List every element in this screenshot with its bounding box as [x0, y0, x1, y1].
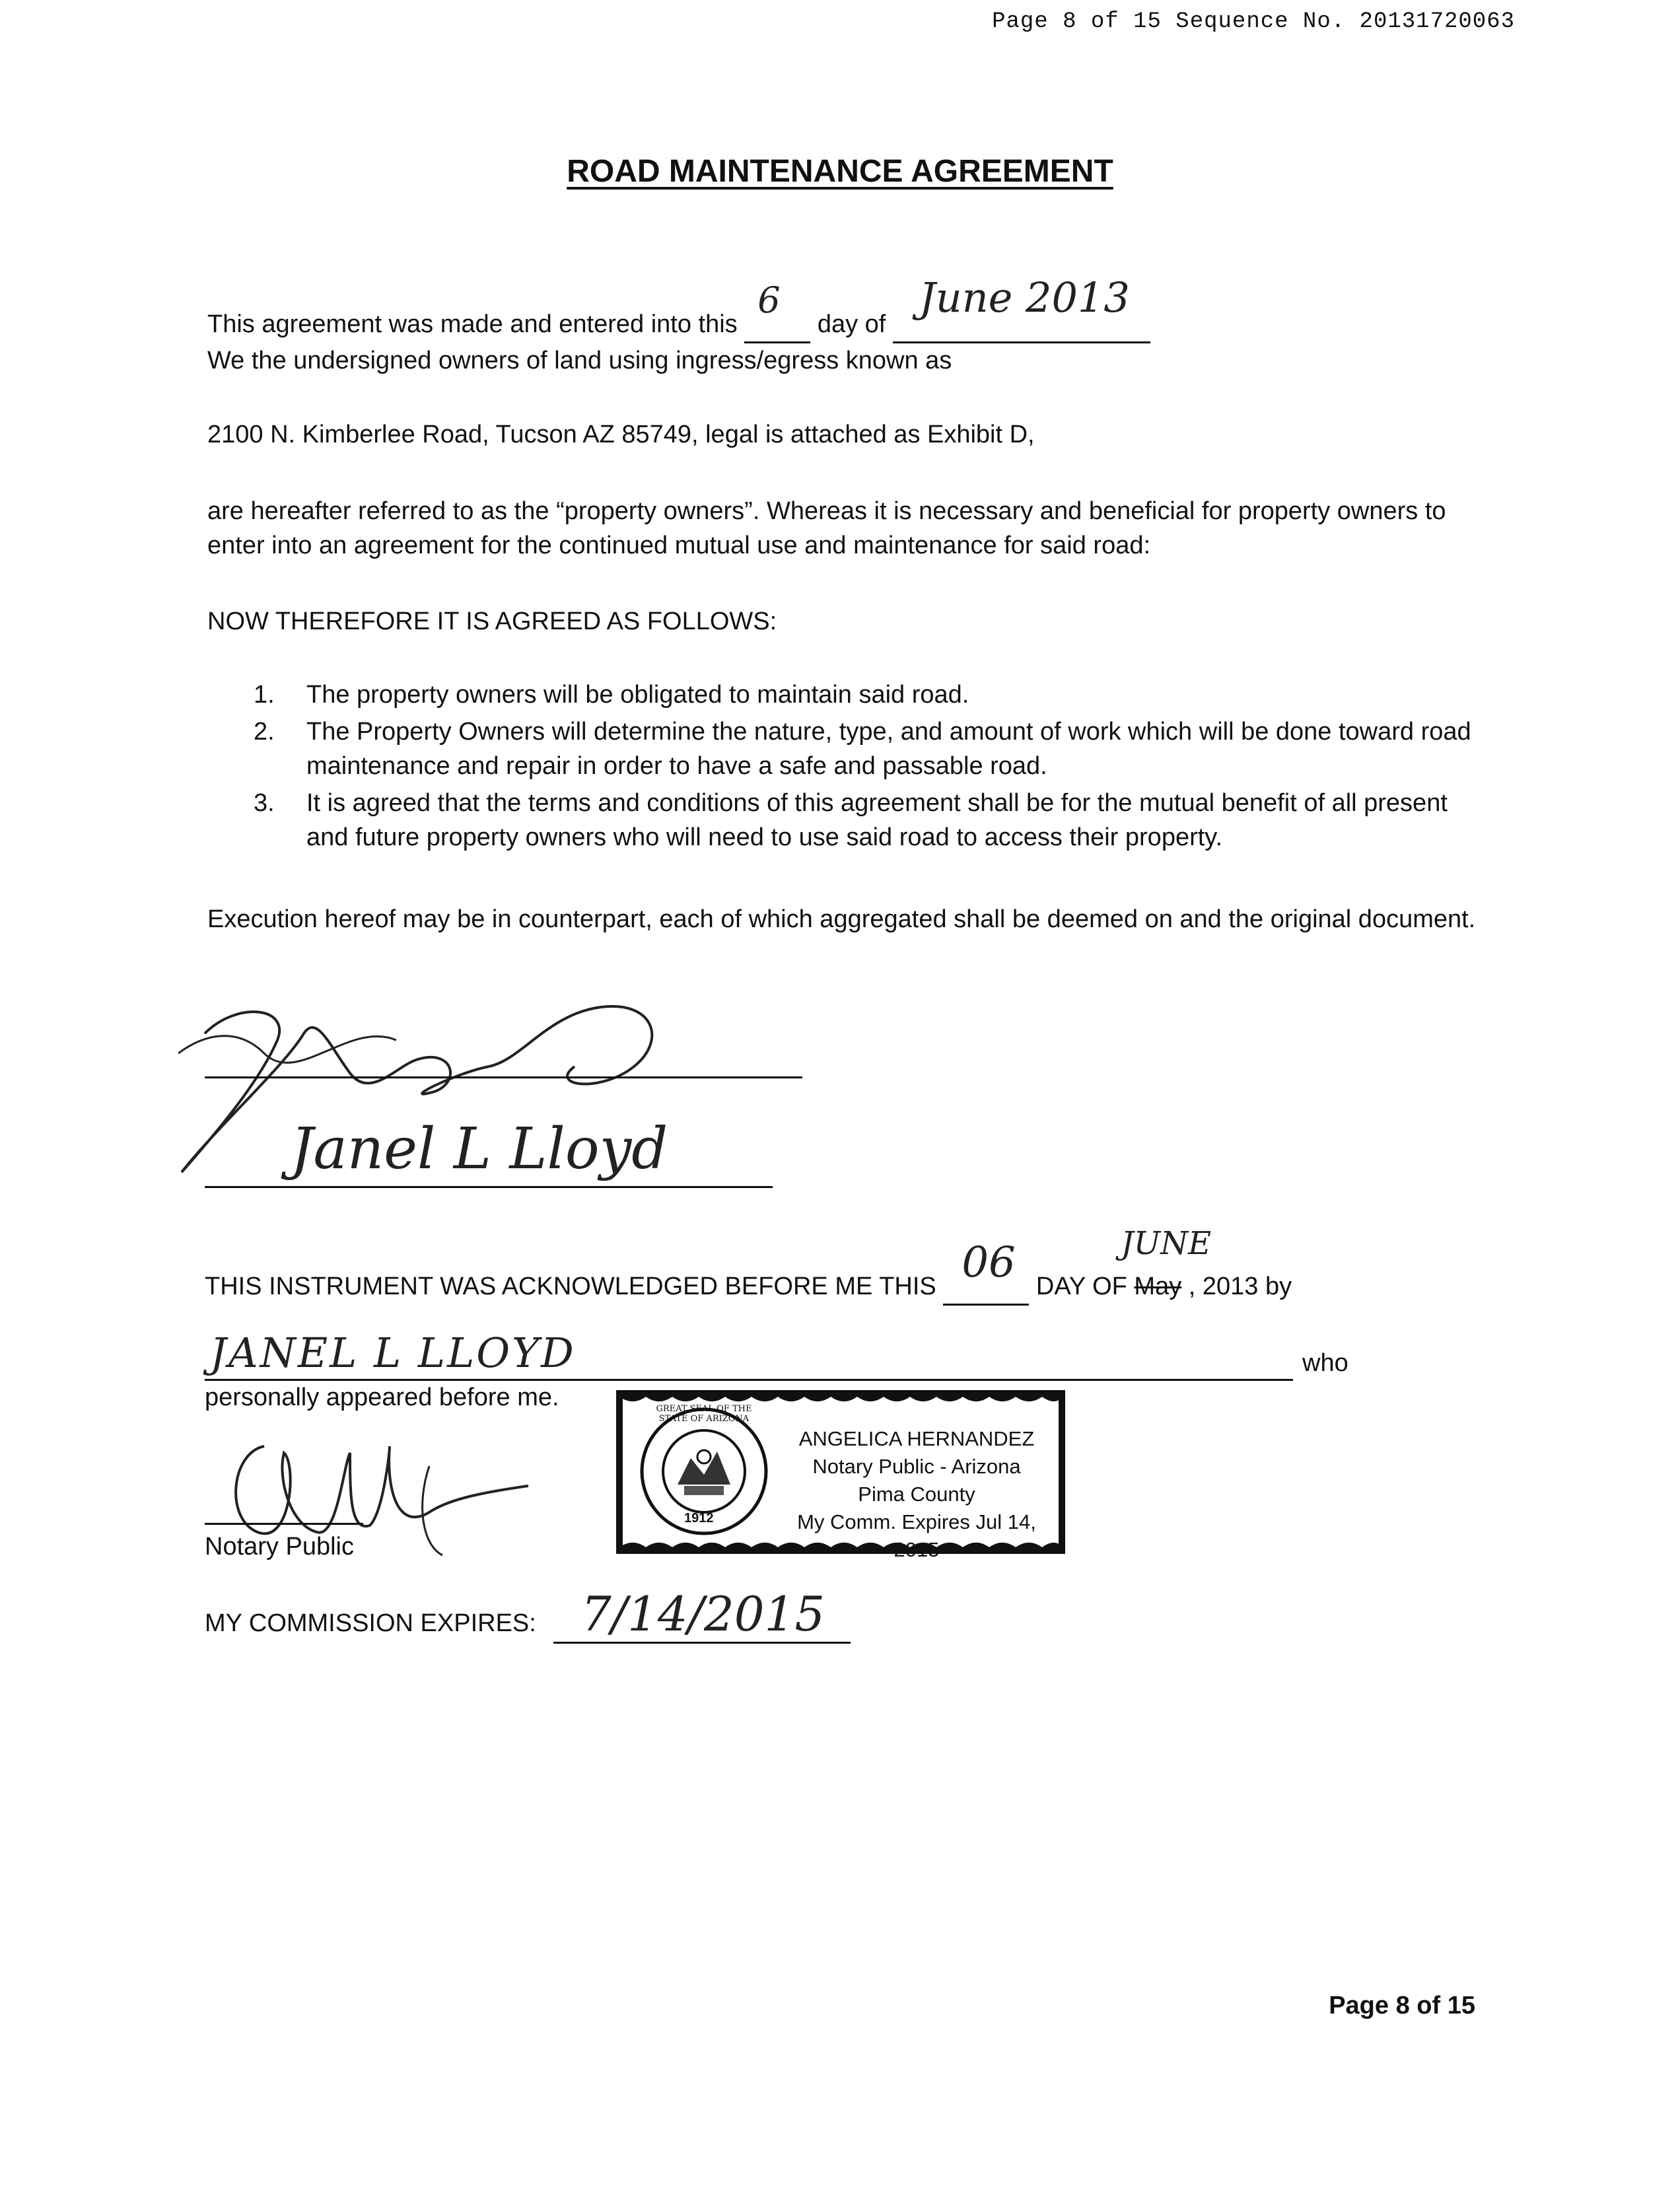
ack-month-handwritten: JUNE	[1121, 1225, 1212, 1262]
list-item: 2. The Property Owners will determine the nature, type, and amount of work which will be done toward road maintenance and repair in order to have a safe and passable road.	[254, 718, 1471, 780]
notary-title: Notary Public - Arizona	[812, 1455, 1021, 1478]
agreed-heading: NOW THEREFORE IT IS AGREED AS FOLLOWS:	[207, 608, 777, 635]
acknowledgment-line	[205, 1225, 1393, 1306]
ack-day-word: DAY OF	[1035, 1273, 1127, 1300]
commission-date-handwritten: 7/14/2015	[581, 1586, 825, 1642]
intro-paragraph: are hereafter referred to as the “property owners”. Whereas it is necessary and beneficial for property owners to enter into an agreement for the continued mutual use and maintenance for said road:	[207, 497, 1446, 559]
page-sequence-header: Page 8 of 15 Sequence No. 20131720063	[992, 9, 1515, 34]
intro-pre-text: This agreement was made and entered into this	[207, 310, 738, 338]
seal-text: GREAT SEAL OF THE STATE OF ARIZONA	[656, 1404, 752, 1424]
signature-line-2	[205, 1186, 773, 1188]
month-handwritten: June 2013	[919, 273, 1130, 322]
stamp-text-block	[778, 1425, 1055, 1564]
ack-pre-text: THIS INSTRUMENT WAS ACKNOWLEDGED BEFORE ME THIS	[205, 1273, 936, 1300]
document-title: ROAD MAINTENANCE AGREEMENT	[567, 154, 1113, 189]
seal-year: 1912	[684, 1511, 714, 1525]
notary-name: ANGELICA HERNANDEZ	[798, 1427, 1035, 1450]
who-text: who	[1302, 1349, 1348, 1377]
printed-name-handwritten: Janel L Lloyd	[291, 1116, 668, 1182]
commission-label: MY COMMISSION EXPIRES:	[205, 1609, 536, 1637]
signature-line-1	[205, 1076, 802, 1078]
intro-line-2: We the undersigned owners of land using ingress/egress known as	[207, 347, 952, 374]
notary-public-label: Notary Public	[205, 1533, 354, 1560]
page-footer: Page 8 of 15	[1329, 1992, 1475, 2019]
execution-paragraph: Execution hereof may be in counterpart, each of which aggregated shall be deemed on and the original document.	[207, 905, 1476, 933]
property-address: 2100 N. Kimberlee Road, Tucson AZ 85749, legal is attached as Exhibit D,	[207, 421, 1035, 448]
list-item: 3. It is agreed that the terms and conditions of this agreement shall be for the mutual benefit of all present and future property owners who will need to use said road to access their property.	[254, 789, 1448, 851]
ack-name-handwritten: JANEL L LLOYD	[210, 1329, 576, 1377]
notary-signature-line	[205, 1523, 363, 1525]
ack-day-blank	[943, 1238, 1029, 1306]
day-of-text: day of	[817, 310, 886, 338]
month-blank	[893, 273, 1150, 343]
commission-line	[553, 1642, 851, 1644]
intro-line-1	[207, 273, 1462, 343]
ack-month-group	[1121, 1225, 1212, 1300]
ack-day-handwritten: 06	[962, 1238, 1016, 1287]
list-item: 1. The property owners will be obligated to maintain said road.	[254, 681, 969, 709]
notary-expiry: My Comm. Expires Jul 14, 2015	[797, 1510, 1036, 1561]
agreement-terms-list	[207, 678, 1488, 855]
notary-stamp	[613, 1385, 1068, 1559]
state-seal	[638, 1405, 770, 1537]
day-handwritten: 6	[757, 279, 781, 321]
appeared-text: personally appeared before me.	[205, 1384, 559, 1411]
ack-year-text: , 2013 by	[1188, 1273, 1292, 1300]
day-blank	[744, 279, 810, 343]
ack-month-struck: May	[1134, 1273, 1182, 1300]
notary-county: Pima County	[858, 1483, 975, 1506]
